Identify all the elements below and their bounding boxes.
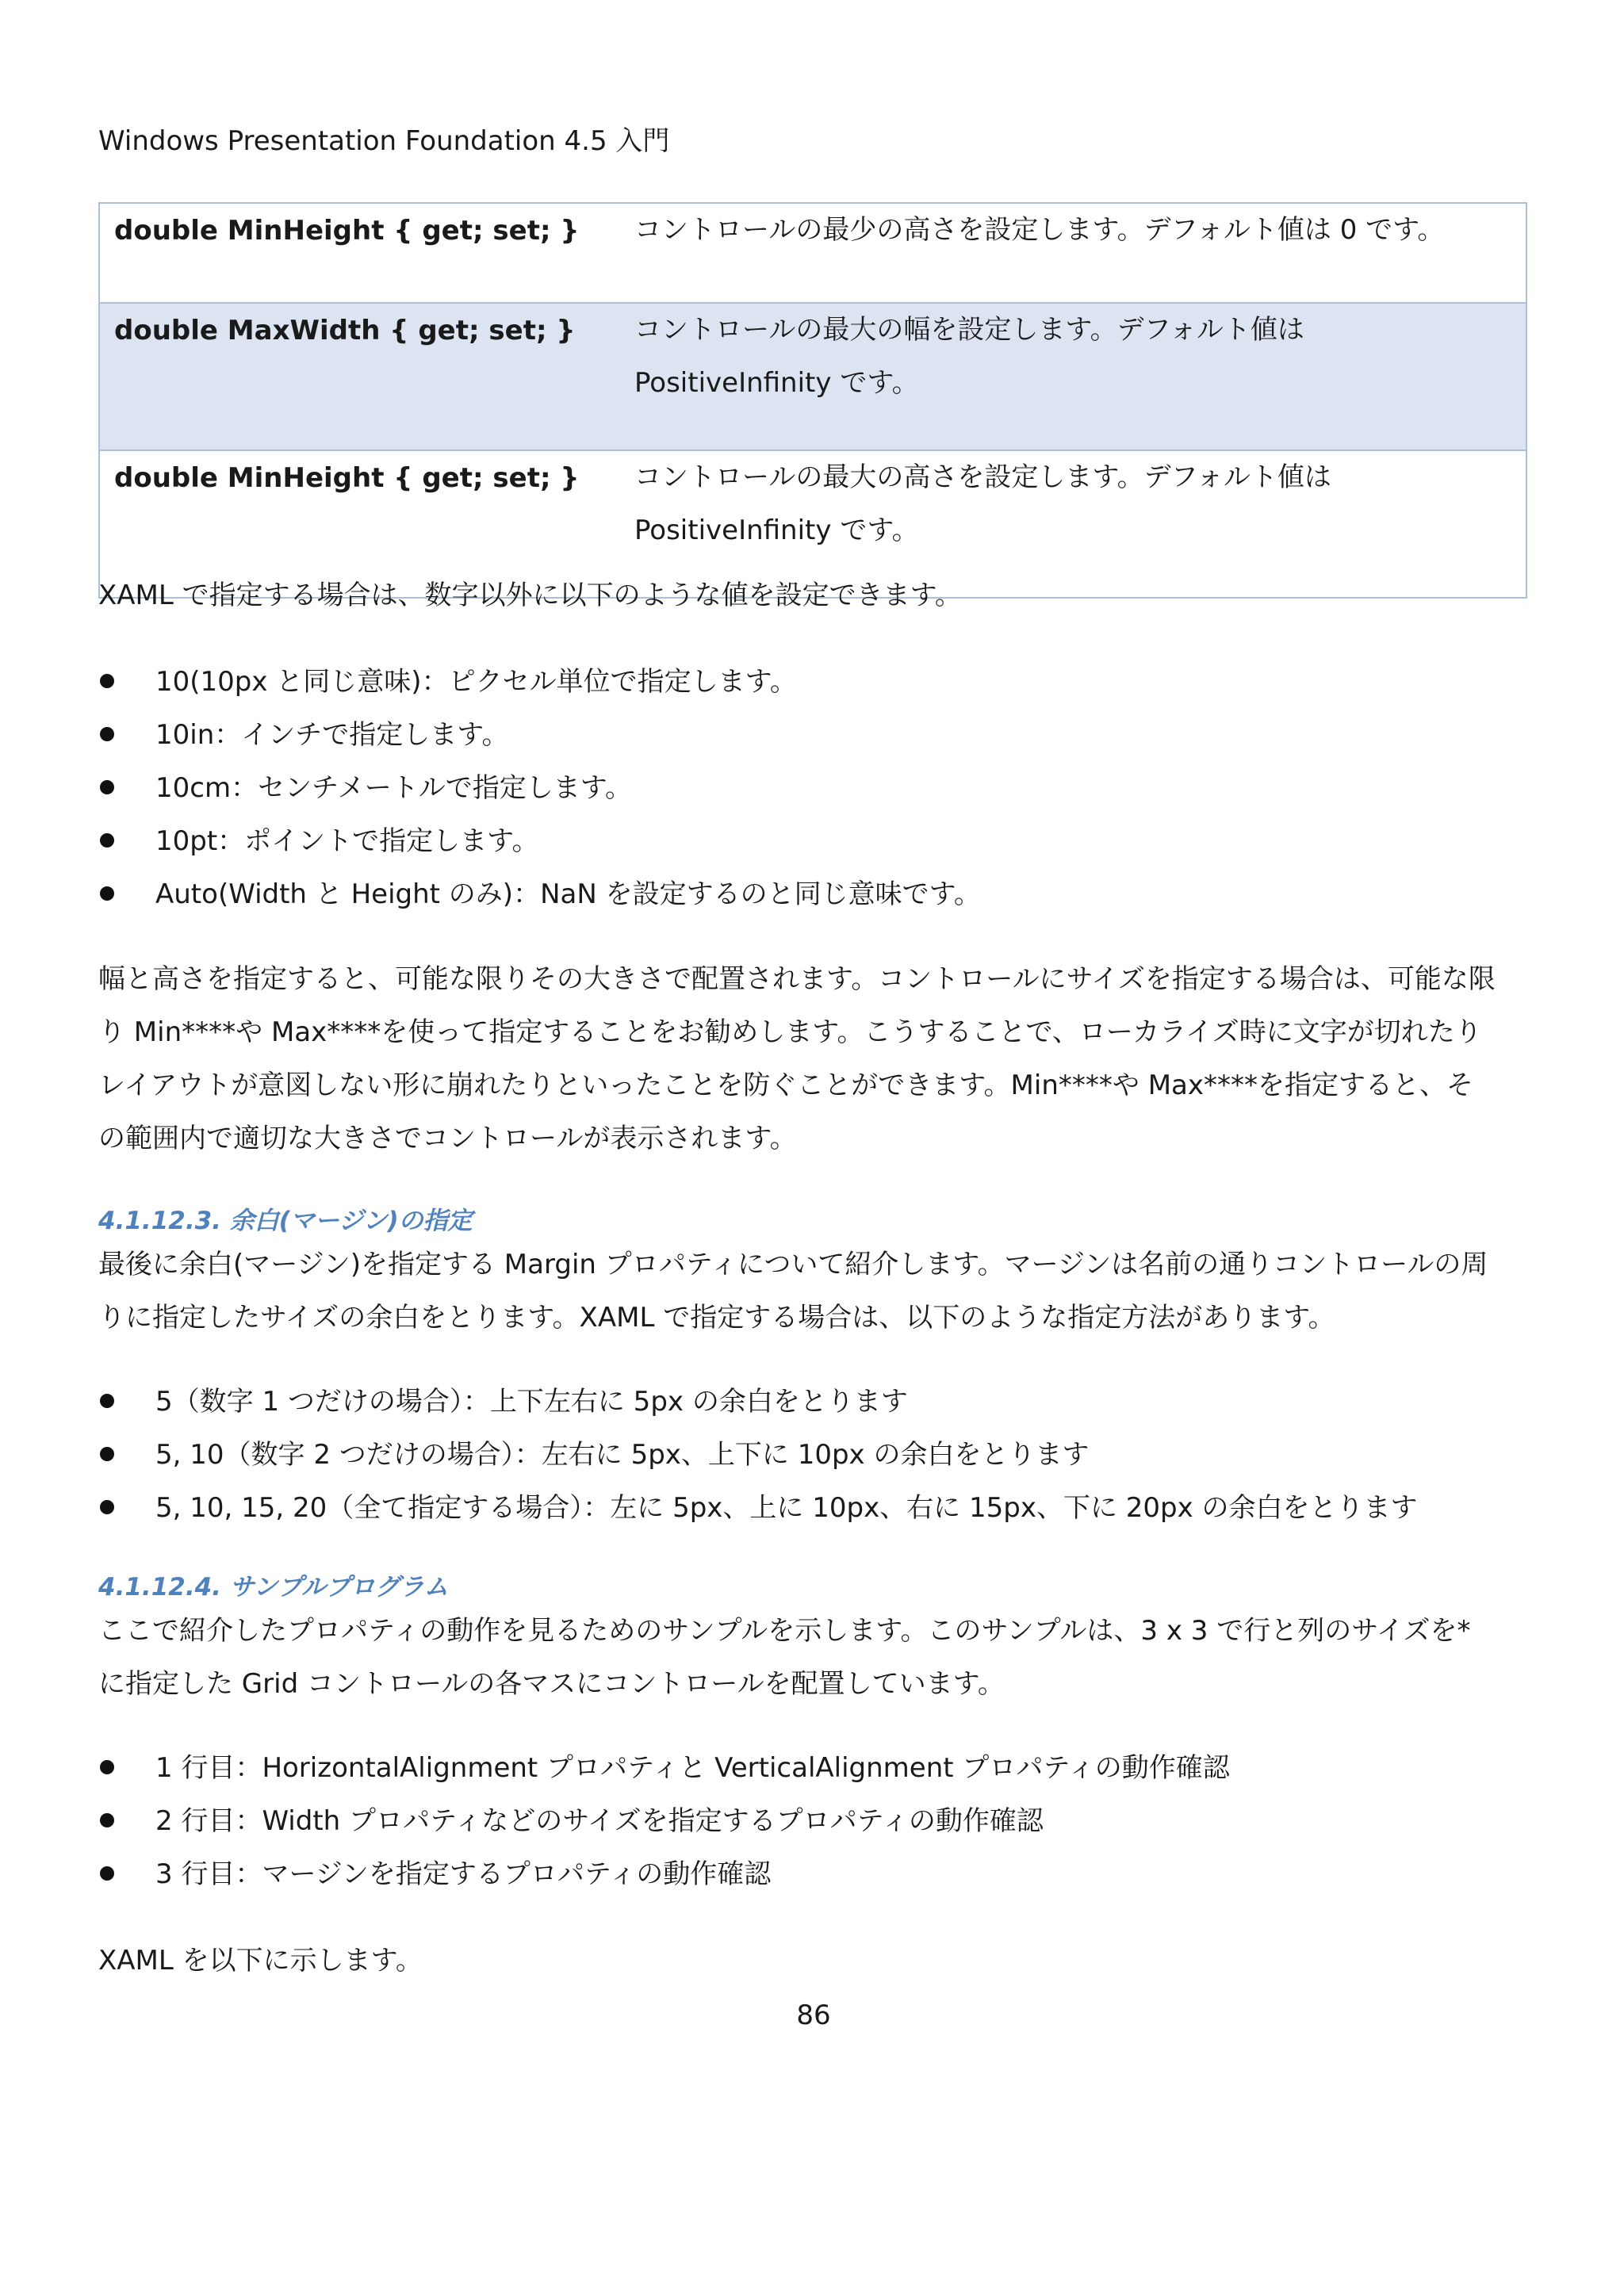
bullet-icon <box>100 780 114 794</box>
description-line: PositiveInfinity です。 <box>634 367 919 399</box>
description-line: PositiveInfinity です。 <box>634 515 919 546</box>
closing-text: XAML を以下に示します。 <box>98 1945 423 1976</box>
list-item: 2 行目：Width プロパティなどのサイズを指定するプロパティの動作確認 <box>98 1795 1529 1848</box>
table-row <box>99 203 1526 303</box>
list-item: 10(10px と同じ意味)：ピクセル単位で指定します。 <box>98 656 1529 709</box>
bullet-icon <box>100 1500 114 1514</box>
list-item: 5, 10, 15, 20（全て指定する場合）：左に 5px、上に 10px、右に 15px、下に 20px の余白をとります <box>98 1482 1529 1535</box>
bullet-icon <box>100 1813 114 1827</box>
unit-bullet-list <box>98 656 1529 921</box>
description-line: コントロールの最大の高さを設定します。デフォルト値は <box>634 461 1331 493</box>
table-row <box>99 303 1526 450</box>
list-item: 10in：インチで指定します。 <box>98 709 1529 762</box>
description-line: コントロールの最少の高さを設定します。デフォルト値は 0 です。 <box>634 214 1445 246</box>
property-description <box>620 203 1526 303</box>
property-signature: double MinHeight { get; set; } <box>99 450 620 598</box>
section-heading-margin: 4.1.12.3. 余白(マージン)の指定 <box>98 1207 473 1235</box>
list-item: Auto(Width と Height のみ)：NaN を設定するのと同じ意味です。 <box>98 868 1529 921</box>
section-heading-sample: 4.1.12.4. サンプルプログラム <box>98 1573 449 1601</box>
list-item: 5（数字 1 つだけの場合）：上下左右に 5px の余白をとります <box>98 1376 1529 1429</box>
margin-list-block <box>98 1376 1529 1535</box>
unit-list-block <box>98 656 1529 921</box>
property-signature: double MaxWidth { get; set; } <box>99 303 620 450</box>
list-item: 3 行目：マージンを指定するプロパティの動作確認 <box>98 1848 1529 1901</box>
document-page <box>98 0 1529 2296</box>
property-table <box>98 202 1527 599</box>
size-paragraph: 幅と高さを指定すると、可能な限りその大きさで配置されます。コントロールにサイズを指定する場合は、可能な限 り Min****や Max****を使って指定することをお勧めします。こうすることで、ローカライズ時に文字が切れたり レイアウトが意図しない形に崩れたりといったことを防ぐことができます。Min****や Max****を指定すると、そ の範囲内で適切な大きさでコントロールが表示されます。 <box>98 963 1496 1154</box>
list-item: 10cm：センチメートルで指定します。 <box>98 762 1529 815</box>
bullet-icon <box>100 833 114 848</box>
bullet-icon <box>100 674 114 688</box>
bullet-icon <box>100 886 114 901</box>
margin-section <box>98 1203 1529 1345</box>
bullet-icon <box>100 1866 114 1881</box>
list-item: 10pt：ポイントで指定します。 <box>98 815 1529 868</box>
margin-bullet-list <box>98 1376 1529 1535</box>
description-line: コントロールの最大の幅を設定します。デフォルト値は <box>634 314 1304 346</box>
page-number: 86 <box>796 1999 831 2031</box>
margin-paragraph: 最後に余白(マージン)を指定する Margin プロパティについて紹介します。マージンは名前の通りコントロールの周 りに指定したサイズの余白をとります。XAML で指定する場合は、以下のような指定方法があります。 <box>98 1249 1488 1334</box>
closing-block <box>98 1934 1529 1988</box>
sample-list-block <box>98 1742 1529 1901</box>
list-item: 5, 10（数字 2 つだけの場合）：左右に 5px、上下に 10px の余白をとります <box>98 1429 1529 1482</box>
running-header: Windows Presentation Foundation 4.5 入門 <box>98 125 670 157</box>
bullet-icon <box>100 1760 114 1774</box>
list-item: 1 行目：HorizontalAlignment プロパティと VerticalAlignment プロパティの動作確認 <box>98 1742 1529 1795</box>
sample-paragraph: ここで紹介したプロパティの動作を見るためのサンプルを示します。このサンプルは、3 x 3 で行と列のサイズを* に指定した Grid コントロールの各マスにコントロールを配置しています。 <box>98 1615 1471 1700</box>
sample-bullet-list <box>98 1742 1529 1901</box>
bullet-icon <box>100 727 114 741</box>
bullet-icon <box>100 1394 114 1408</box>
xaml-intro-text: XAML で指定する場合は、数字以外に以下のような値を設定できます。 <box>98 580 962 611</box>
sample-section <box>98 1570 1529 1711</box>
property-description <box>620 303 1526 450</box>
size-paragraph-block <box>98 953 1529 1165</box>
xaml-intro-block <box>98 569 1529 622</box>
property-signature: double MinHeight { get; set; } <box>114 215 580 247</box>
bullet-icon <box>100 1447 114 1461</box>
